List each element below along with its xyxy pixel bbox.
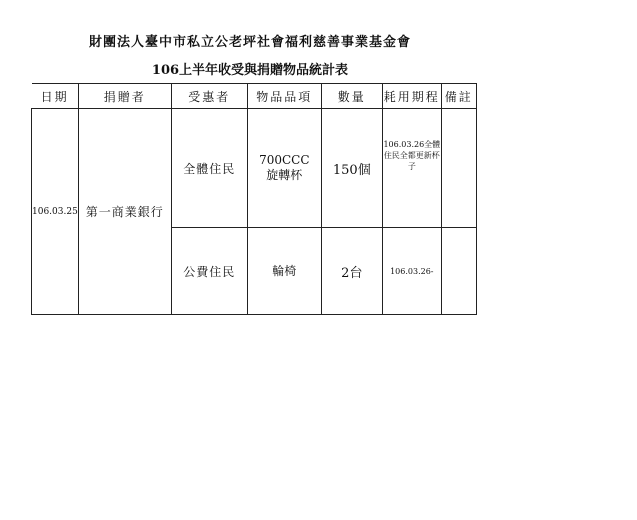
item-name-line: 輪椅	[272, 263, 297, 278]
period-cell: 106.03.26-	[382, 228, 441, 315]
column-header-donor: 捐贈者	[78, 84, 171, 109]
recipient-cell: 全體住民	[171, 109, 247, 228]
column-header-quantity: 數量	[321, 84, 382, 109]
column-header-item: 物品品項	[247, 84, 321, 109]
period-cell: 106.03.26全體住民全都更新杯子	[382, 109, 441, 228]
note-cell	[441, 228, 476, 315]
date-cell: 106.03.25	[32, 109, 79, 315]
organization-title: 財團法人臺中市私立公老坪社會福利慈善事業基金會	[88, 35, 411, 50]
recipient-cell: 公費住民	[171, 228, 247, 315]
table-row	[32, 109, 477, 228]
report-title: 106上半年收受與捐贈物品統計表	[151, 63, 349, 78]
quantity-cell: 150個	[321, 109, 382, 228]
item-cell	[247, 228, 321, 315]
item-name-line: 700CCC	[259, 153, 310, 167]
table-header-row	[32, 84, 477, 109]
item-name-line: 旋轉杯	[266, 168, 303, 182]
column-header-note: 備註	[441, 84, 476, 109]
column-header-period: 耗用期程	[382, 84, 441, 109]
column-header-date: 日期	[32, 84, 79, 109]
donor-cell: 第一商業銀行	[78, 109, 171, 315]
item-cell	[247, 109, 321, 228]
donation-table	[31, 83, 477, 315]
note-cell	[441, 109, 476, 228]
quantity-cell: 2台	[321, 228, 382, 315]
column-header-recipient: 受惠者	[171, 84, 247, 109]
